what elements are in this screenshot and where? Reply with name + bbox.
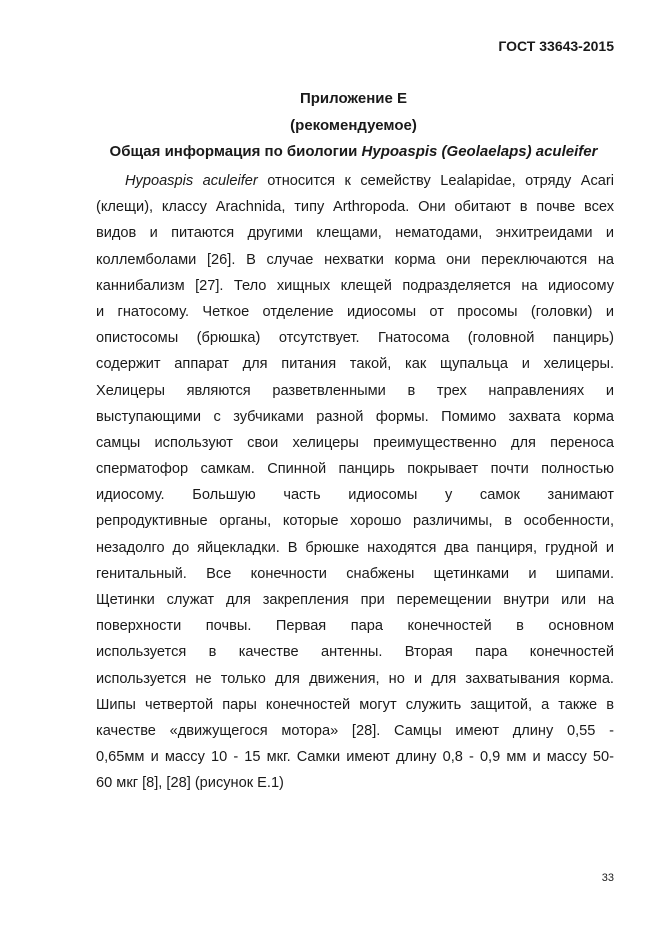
paragraph-line: идиосому. Большую часть идиосомы у самок занимают [96,487,614,504]
paragraph-line: каннибализм [27]. Тело хищных клещей подразделяется на идиосому [96,277,614,294]
paragraph-line-text: относится к семейству Lealapidae, отряду Acari [257,173,615,189]
paragraph-line: Хелицеры являются разветвленными в трех направлениях и [96,382,614,399]
paragraph-line: опистосомы (брюшка) отсутствует. Гнатосома (головной панцирь) [96,330,614,347]
paragraph-line: качестве «движущегося мотора» [28]. Самцы имеют длину 0,55 - [96,722,614,739]
paragraph-line: генитальный. Все конечности снабжены щетинками и шипами. [96,565,614,582]
paragraph-line: коллемболами [26]. В случае нехватки корма они переключаются на [96,251,614,268]
paragraph-line: используется в качестве антенны. Вторая пара конечностей [96,644,614,661]
paragraph-line: используется не только для движения, но и для захватывания корма. [96,670,614,687]
appendix-title [23,143,661,160]
appendix-title-prefix: Общая информация по биологии [109,143,362,160]
paragraph-line: Щетинки служат для закрепления при перемещении внутри или на [96,592,614,608]
paragraph-line: выступающими с зубчиками разной формы. Помимо захвата корма [96,408,614,425]
paragraph-line: Шипы четвертой пары конечностей могут служить защитой, а также в [96,696,614,713]
body-paragraph [96,168,614,797]
document-code: ГОСТ 33643-2015 [498,38,614,54]
page-number: 33 [601,872,614,884]
paragraph-line: (клещи), классу Arachnida, типу Arthropoda. Они обитают в почве всех [96,199,614,216]
paragraph-line: содержит аппарат для питания такой, как щупальца и хелицеры. [96,356,614,373]
paragraph-line: и гнатосому. Четкое отделение идиосомы от просомы (головки) и [96,303,614,320]
paragraph-line: поверхности почвы. Первая пара конечностей в основном [96,618,614,635]
paragraph-line: незадолго до яйцекладки. В брюшке находятся два панциря, грудной и [96,539,614,556]
paragraph-line: самцы используют свои хелицеры преимущественно для переноса [96,434,614,451]
paragraph-line: сперматофор самкам. Спинной панцирь покрывает почти полностью [96,461,614,478]
paragraph-line: видов и питаются другими клещами, нематодами, энхитреидами и [96,225,614,242]
paragraph-line: 60 мкг [8], [28] (рисунок Е.1) [96,775,284,792]
appendix-heading: Приложение Е [299,90,408,107]
paragraph-line: 0,65мм и массу 10 - 15 мкг. Самки имеют длину 0,8 - 0,9 мм и массу 50- [96,749,614,766]
species-name: Hypoaspis aculeifer [125,173,258,189]
paragraph-line [96,168,614,194]
paragraph-line: репродуктивные органы, которые хорошо различимы, в особенности, [96,513,614,530]
appendix-status: (рекомендуемое) [290,117,417,134]
appendix-title-species: Hypoaspis (Geolaelaps) aculeifer [361,143,598,160]
